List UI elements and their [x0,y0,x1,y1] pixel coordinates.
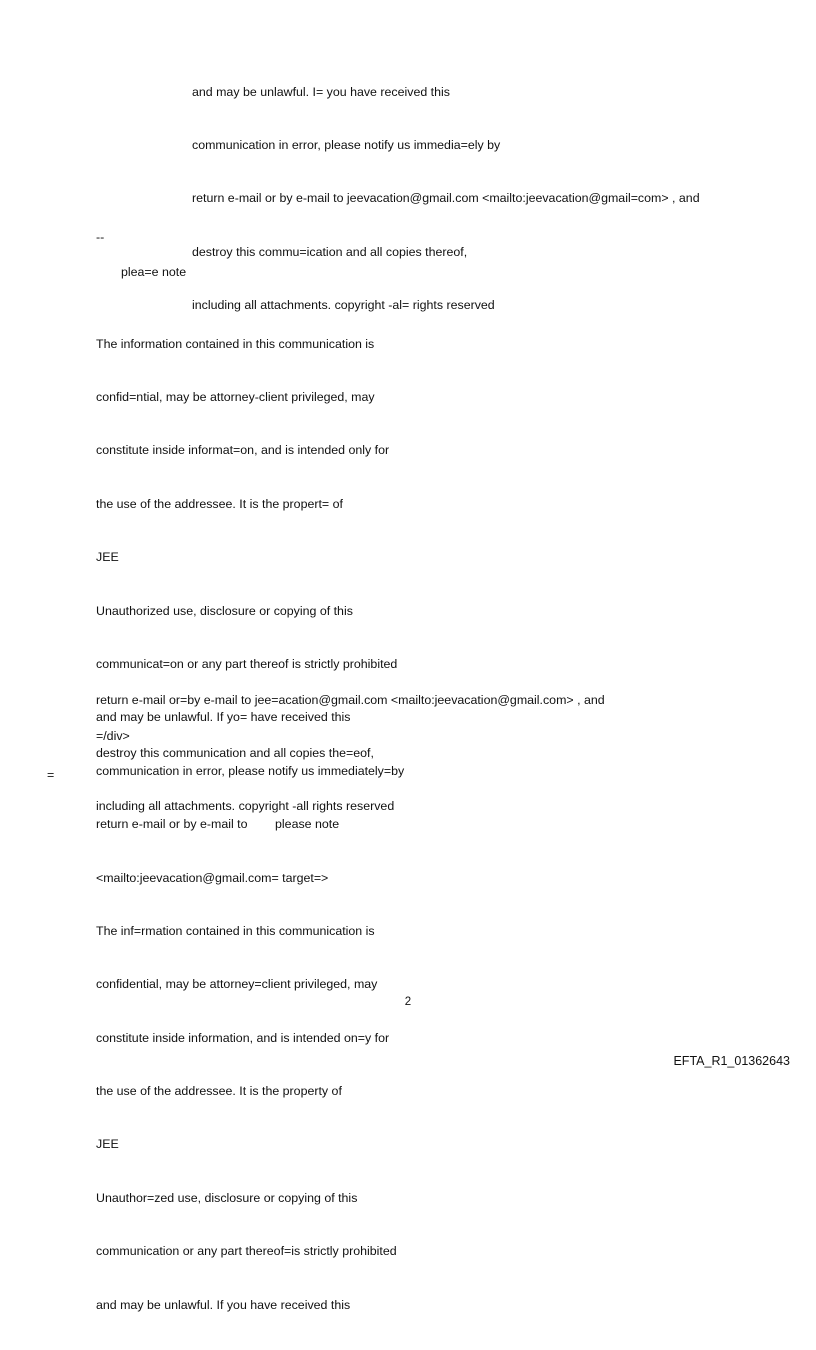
text-line: <mailto:jeevacation@gmail.com= target=> [96,870,329,885]
page-number: 2 [404,996,412,1008]
text-line: JEE [96,550,119,565]
text-line: including all attachments. copyright -all rights reserved [96,799,395,814]
document-id: EFTA_R1_01362643 [673,1054,790,1068]
text-line: communication in error, please notify us immediately=by [96,763,405,778]
text-line: The inf=rmation contained in this communication is [96,923,375,938]
text-line: The information contained in this communication is [96,336,375,351]
stray-equals: = [47,768,55,782]
text-line: the use of the addressee. It is the propert= of [96,496,343,511]
text-line: and may be unlawful. I= you have received this [192,84,450,99]
text-line: destroy this commu=ication and all copies thereof, [192,244,468,259]
text-line: constitute inside informat=on, and is intended only for [96,443,390,458]
text-line: communication in error, please notify us immedia=ely by [192,137,501,152]
text-line: return e-mail or by e-mail to please note [96,817,340,832]
text-line: constitute inside information, and is intended on=y for [96,1030,390,1045]
disclaimer-return-block [96,656,605,852]
text-line: confidential, may be attorney=client privileged, may [96,977,378,992]
text-line: Unauthorized use, disclosure or copying of this [96,603,353,618]
note-heading: plea=e note [121,265,187,279]
closing-div-text: =/div> [96,729,130,743]
text-line: return e-mail or by e-mail to jeevacation@gmail.com <mailto:jeevacation@gmail=com> , and [192,191,700,206]
text-line: including all attachments. copyright -al= rights reserved [192,298,495,313]
text-line: JEE [96,1137,119,1152]
text-line: return e-mail or=by e-mail to jee=acation@gmail.com <mailto:jeevacation@gmail.com> , and [96,692,605,707]
text-line: and may be unlawful. If yo= have received this [96,710,351,725]
text-line: the use of the addressee. It is the property of [96,1084,342,1099]
text-line: confid=ntial, may be attorney-client privileged, may [96,389,375,404]
text-line: and may be unlawful. If you have received this [96,1297,351,1312]
text-line: destroy this communication and all copies the=eof, [96,745,374,760]
text-line: Unauthor=zed use, disclosure or copying of this [96,1190,358,1205]
signature-separator: -- [96,230,105,244]
text-line: communicat=on or any part thereof is strictly prohibited [96,656,398,671]
text-line: communication or any part thereof=is strictly prohibited [96,1244,397,1259]
